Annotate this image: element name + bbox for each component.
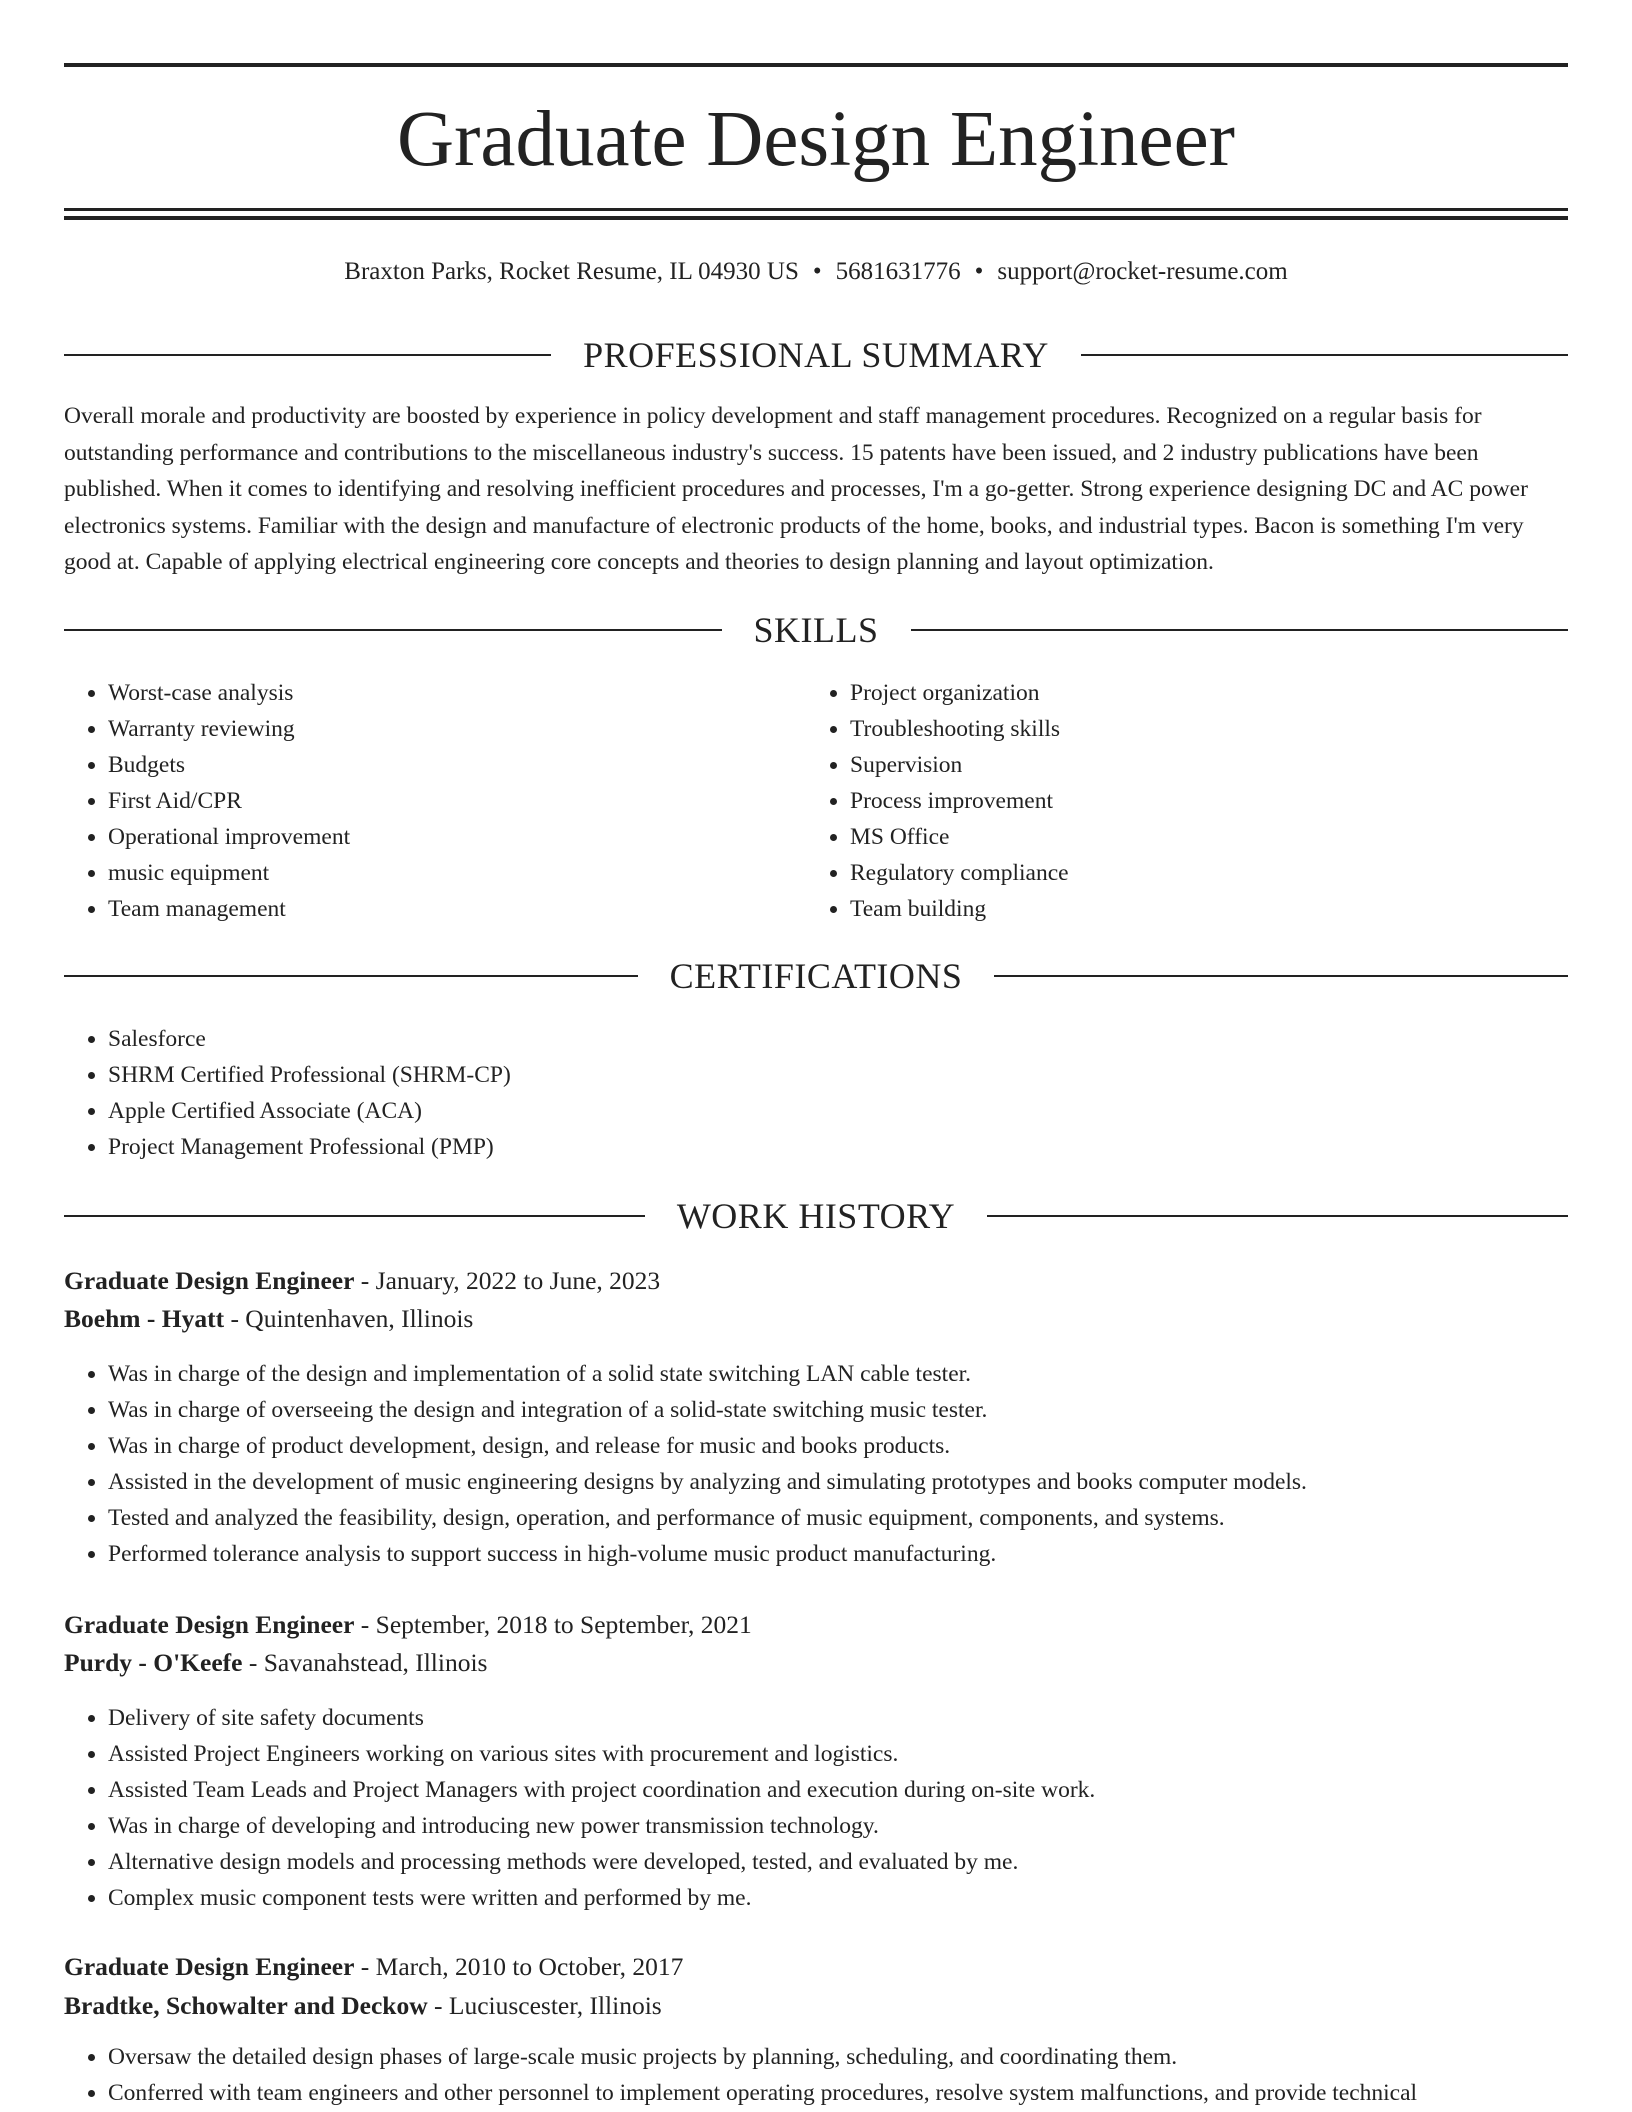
job-location: - Savanahstead, Illinois <box>242 1648 488 1677</box>
job-location: - Quintenhaven, Illinois <box>224 1304 474 1333</box>
heading-rule-left <box>64 629 722 631</box>
section-title-skills: SKILLS <box>753 610 879 650</box>
certifications-list <box>64 1021 1508 1165</box>
job-bullet: • Assisted in the development of music engineering designs by analyzing and simulating prototypes and books computer models. <box>108 1464 1612 1500</box>
contact-separator: • <box>812 258 822 285</box>
skill-item: • Worst-case analysis <box>108 675 808 711</box>
section-heading-certifications <box>64 954 1568 998</box>
job-bullet: • Was in charge of developing and introducing new power transmission technology. <box>108 1808 1612 1844</box>
heading-rule-left <box>64 975 638 977</box>
skill-item: • Process improvement <box>850 783 1550 819</box>
job-dates: - September, 2018 to September, 2021 <box>354 1610 752 1639</box>
title-rule-upper <box>64 208 1568 211</box>
skill-item: • Budgets <box>108 747 808 783</box>
top-rule <box>64 63 1568 67</box>
heading-rule-left <box>64 354 551 356</box>
job-bullet: • Alternative design models and processing methods were developed, tested, and evaluated by me. <box>108 1844 1612 1880</box>
skill-item: • Troubleshooting skills <box>850 711 1550 747</box>
job-bullet: • Oversaw the detailed design phases of large-scale music projects by planning, scheduling, and coordinating them. <box>108 2039 1612 2075</box>
job-company-line <box>64 1300 1568 1338</box>
heading-rule-right <box>1081 354 1568 356</box>
certification-item: • Apple Certified Associate (ACA) <box>108 1093 1508 1129</box>
skill-item: • Team building <box>850 891 1550 927</box>
job-title: Graduate Design Engineer <box>64 1952 355 1981</box>
skill-item: • Warranty reviewing <box>108 711 808 747</box>
skill-item: • Operational improvement <box>108 819 808 855</box>
section-heading-work-history <box>64 1194 1568 1238</box>
skill-item: • music equipment <box>108 855 808 891</box>
job-dates: - January, 2022 to June, 2023 <box>354 1266 661 1295</box>
job-title: Graduate Design Engineer <box>64 1266 355 1295</box>
skill-item: • Team management <box>108 891 808 927</box>
contact-email[interactable]: support@rocket-resume.com <box>997 258 1288 285</box>
section-heading-summary <box>64 333 1568 377</box>
skill-item: • MS Office <box>850 819 1550 855</box>
heading-rule-right <box>911 629 1569 631</box>
skill-item: • First Aid/CPR <box>108 783 808 819</box>
skills-list-right <box>806 675 1550 927</box>
contact-line <box>64 254 1568 290</box>
job-bullet: • Complex music component tests were written and performed by me. <box>108 1880 1612 1916</box>
skill-item: • Supervision <box>850 747 1550 783</box>
title-rule-lower <box>64 216 1568 220</box>
job-bullet: • Tested and analyzed the feasibility, design, operation, and performance of music equipment, components, and systems. <box>108 1500 1612 1536</box>
resume-title: Graduate Design Engineer <box>397 96 1235 183</box>
job-bullets <box>64 2039 1612 2111</box>
skill-item: • Project organization <box>850 675 1550 711</box>
job-bullets <box>64 1700 1612 1916</box>
job-bullets <box>64 1356 1612 1572</box>
certification-item: • Project Management Professional (PMP) <box>108 1129 1508 1165</box>
job-bullet: • Was in charge of product development, design, and release for music and books products. <box>108 1428 1612 1464</box>
job-title: Graduate Design Engineer <box>64 1610 355 1639</box>
skills-list-left <box>64 675 808 927</box>
summary-text: Overall morale and productivity are boosted by experience in policy development and staff management procedures. Recognized on a regular basis for outstanding performance and contributions to the miscellaneous industry's success. 15 patents have been issued, and 2 industry publications have been published. When it comes to identifying and resolving inefficient procedures and processes, I'm a go-getter. Strong experience designing DC and AC power electronics systems. Familiar with the design and manufacture of electronic products of the home, books, and industrial types. Bacon is something I'm very good at. Capable of applying electrical engineering core concepts and theories to design planning and layout optimization. <box>64 403 1528 575</box>
job-title-line <box>64 1262 1568 1300</box>
job-company: Purdy - O'Keefe <box>64 1648 243 1677</box>
job-bullet: • Delivery of site safety documents <box>108 1700 1612 1736</box>
section-title-certifications: CERTIFICATIONS <box>669 956 963 996</box>
section-title-summary: PROFESSIONAL SUMMARY <box>583 335 1049 375</box>
certification-item: • SHRM Certified Professional (SHRM-CP) <box>108 1057 1508 1093</box>
job-company-line <box>64 1987 1568 2025</box>
heading-rule-right <box>987 1215 1568 1217</box>
certification-item: • Salesforce <box>108 1021 1508 1057</box>
job-title-line <box>64 1948 1568 1986</box>
job-company: Boehm - Hyatt <box>64 1304 225 1333</box>
job-title-line <box>64 1606 1568 1644</box>
job-dates: - March, 2010 to October, 2017 <box>354 1952 684 1981</box>
contact-address: Braxton Parks, Rocket Resume, IL 04930 US <box>344 258 799 285</box>
job-bullet: • Assisted Team Leads and Project Managers with project coordination and execution during on-site work. <box>108 1772 1612 1808</box>
contact-phone: 5681631776 <box>835 258 961 285</box>
job-company-line <box>64 1644 1568 1682</box>
job-location: - Luciuscester, Illinois <box>427 1991 662 2020</box>
contact-separator: • <box>974 258 984 285</box>
job-bullet: • Performed tolerance analysis to support success in high-volume music product manufacturing. <box>108 1536 1612 1572</box>
heading-rule-left <box>64 1215 645 1217</box>
job-bullet: • Was in charge of the design and implementation of a solid state switching LAN cable tester. <box>108 1356 1612 1392</box>
job-bullet: • Conferred with team engineers and other personnel to implement operating procedures, resolve system malfunctions, and provide technical <box>108 2075 1612 2111</box>
heading-rule-right <box>994 975 1568 977</box>
section-heading-skills <box>64 608 1568 652</box>
job-bullet: • Assisted Project Engineers working on various sites with procurement and logistics. <box>108 1736 1612 1772</box>
job-bullet: • Was in charge of overseeing the design and integration of a solid-state switching music tester. <box>108 1392 1612 1428</box>
section-title-work-history: WORK HISTORY <box>676 1196 956 1236</box>
skill-item: • Regulatory compliance <box>850 855 1550 891</box>
job-company: Bradtke, Schowalter and Deckow <box>64 1991 428 2020</box>
